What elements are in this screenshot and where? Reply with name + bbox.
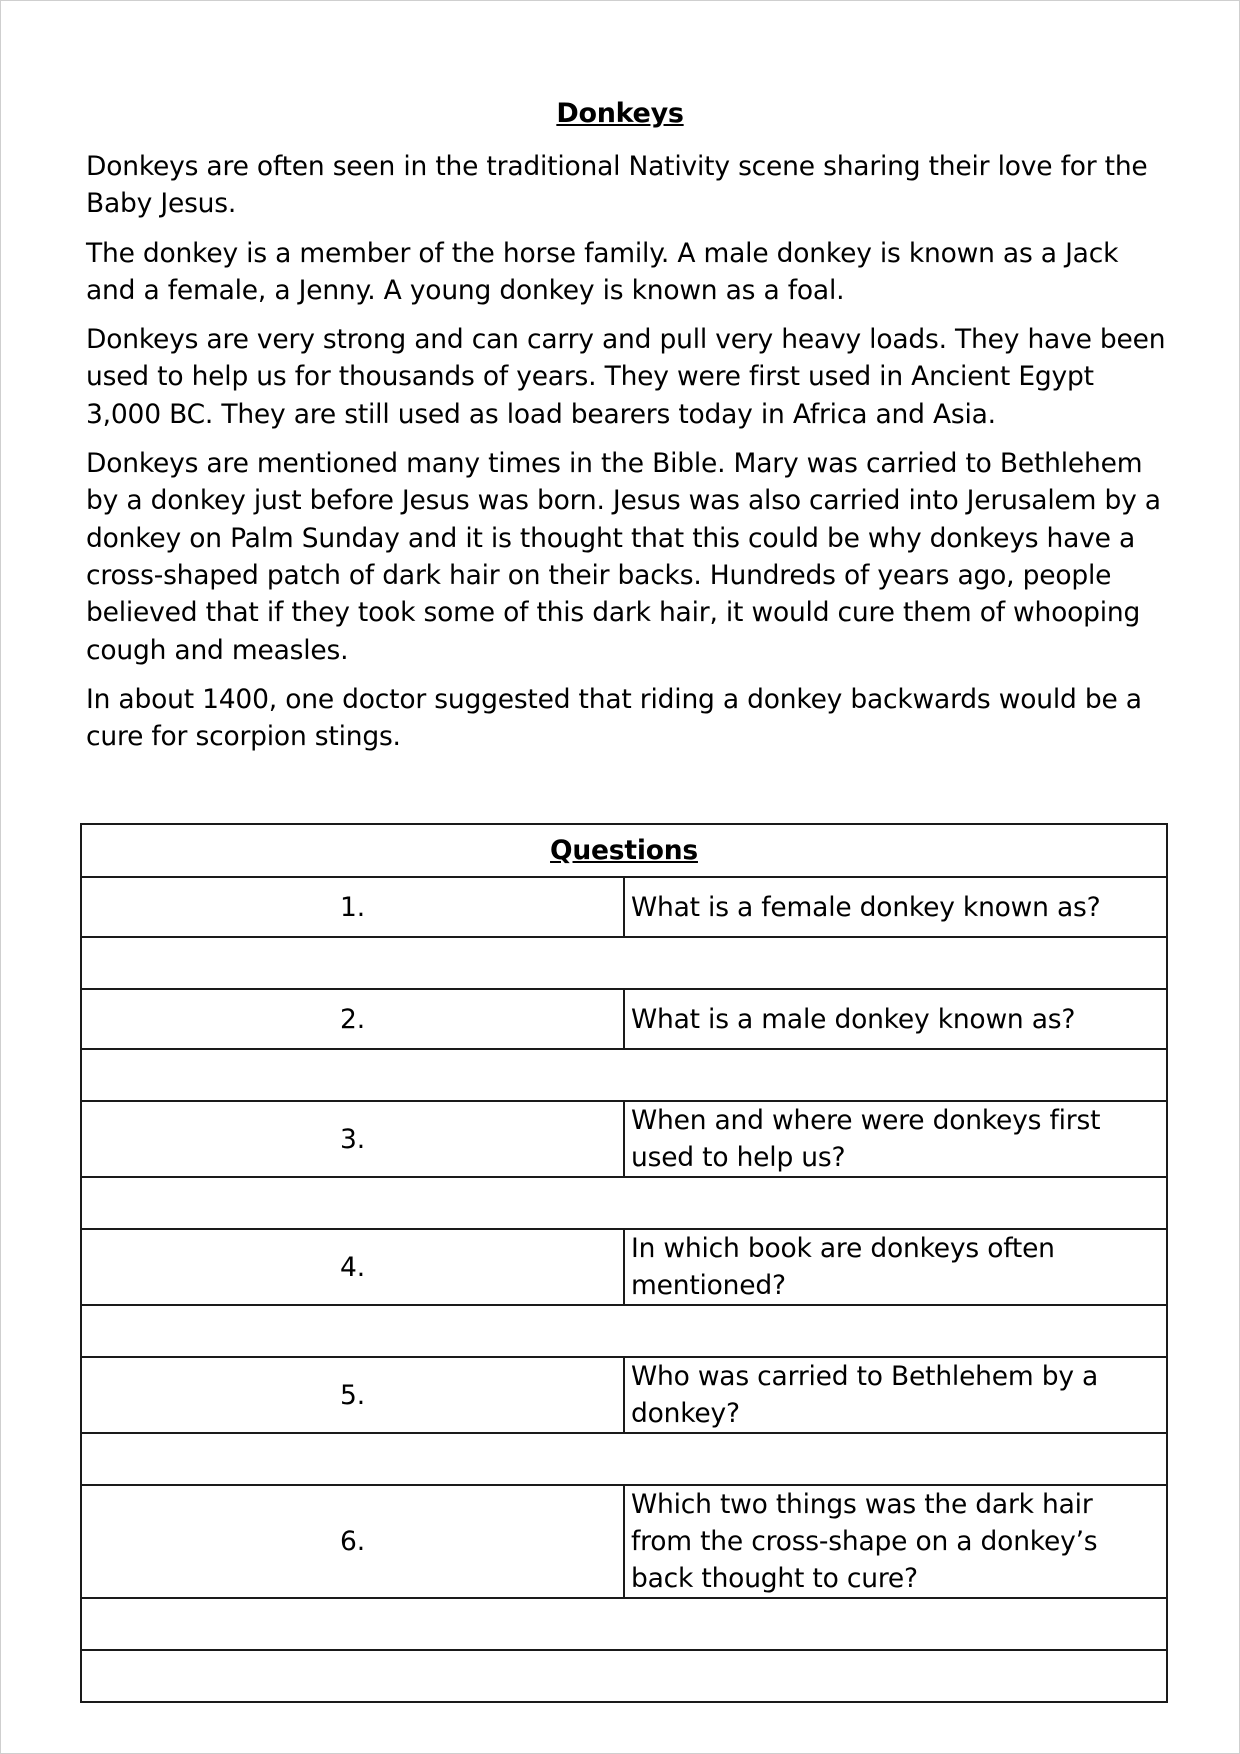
questions-table — [80, 823, 1168, 1703]
paragraph: Donkeys are often seen in the traditional Nativity scene sharing their love for the Baby Jesus. — [86, 151, 1148, 220]
question-row — [81, 1229, 1167, 1305]
page-title: Donkeys — [556, 98, 684, 129]
paragraph: The donkey is a member of the horse family. A male donkey is known as a Jack and a female, a Jenny. A young donkey is known as a foal. — [86, 237, 1119, 306]
answer-row — [81, 1049, 1167, 1101]
paragraph: Donkeys are very strong and can carry and pull very heavy loads. They have been used to help us for thousands of years. They were first used in Ancient Egypt 3,000 BC. They are still used as load bearers today in Africa and Asia. — [86, 324, 1166, 430]
answer-space[interactable] — [81, 1177, 1167, 1229]
question-number: 4. — [81, 1229, 624, 1305]
question-row — [81, 989, 1167, 1049]
question-text: In which book are donkeys often mentioned? — [624, 1229, 1167, 1305]
question-text: Who was carried to Bethlehem by a donkey? — [624, 1357, 1167, 1433]
question-text: When and where were donkeys first used to help us? — [624, 1101, 1167, 1177]
answer-row — [81, 1598, 1167, 1650]
question-text: What is a male donkey known as? — [624, 989, 1167, 1049]
answer-row — [81, 1650, 1167, 1702]
answer-row — [81, 1305, 1167, 1357]
question-number: 2. — [81, 989, 624, 1049]
answer-row — [81, 1433, 1167, 1485]
answer-space[interactable] — [81, 1049, 1167, 1101]
paragraph: In about 1400, one doctor suggested that riding a donkey backwards would be a cure for scorpion stings. — [86, 683, 1142, 753]
answer-space[interactable] — [81, 1650, 1167, 1702]
question-row — [81, 1485, 1167, 1598]
question-number: 3. — [81, 1101, 624, 1177]
reading-passage — [86, 148, 1166, 767]
answer-row — [81, 1177, 1167, 1229]
question-number: 6. — [81, 1485, 624, 1598]
answer-row — [81, 937, 1167, 989]
question-text: What is a female donkey known as? — [624, 877, 1167, 937]
question-row — [81, 1357, 1167, 1433]
answer-space[interactable] — [81, 1305, 1167, 1357]
questions-heading: Questions — [81, 824, 1167, 877]
paragraph: Donkeys are mentioned many times in the Bible. Mary was carried to Bethlehem by a donkey just before Jesus was born. Jesus was also carried into Jerusalem by a donkey on Palm Sunday and it is thought that this could be why donkeys have a cross-shaped patch of dark hair on their backs. Hundreds of years ago, people believed that if they took some of this dark hair, it would cure them of whooping cough and measles. — [86, 448, 1161, 666]
answer-space[interactable] — [81, 937, 1167, 989]
answer-space[interactable] — [81, 1433, 1167, 1485]
question-text: Which two things was the dark hair from the cross-shape on a donkey’s back thought to cure? — [624, 1485, 1167, 1598]
question-row — [81, 877, 1167, 937]
question-number: 1. — [81, 877, 624, 937]
question-row — [81, 1101, 1167, 1177]
answer-space[interactable] — [81, 1598, 1167, 1650]
question-number: 5. — [81, 1357, 624, 1433]
